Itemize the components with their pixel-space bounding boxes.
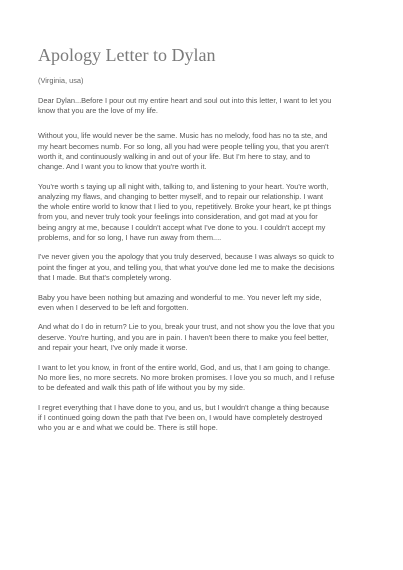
paragraph-amazing: Baby you have been nothing but amazing and wonderful to me. You never left my side, even when I deserved to be left and forgotten.: [38, 292, 322, 312]
letter-location: (Virginia, usa): [38, 76, 84, 85]
paragraph-without-you: Without you, life would never be the same. Music has no melody, food has no ta ste, and my heart becomes numb. For so long, all you had were people telling you, that you aren't worth it, and continuously walking in and out of your life. But I'm here to stay, and to change. And I want you to know that you're worth it.: [38, 131, 329, 172]
letter-title: Apology Letter to Dylan: [38, 45, 216, 65]
paragraph-going-to-change: I want to let you know, in front of the entire world, God, and us, that I am going to change. No more lies, no more secrets. No more broken promises. I love you so much, and I refuse to be defeated and walk this path of life without you by my side.: [38, 362, 335, 392]
paragraph-regret: I regret everything that I have done to you, and us, but I wouldn't change a thing because if I continued going down the path that I've been on, I would have completely destroyed who you ar e and what we could be. There is still hope.: [38, 402, 330, 433]
paragraph-youre-worth: You're worth s taying up all night with, talking to, and listening to your heart. You're worth, analyzing my flaws, and changing to better myself, and to repair our relationship. I want the whole entire world to know that I lied to you, repetitively. Broke your heart, ke pt things from you, and never truly took your feelings into consideration, and got mad at you for being angry at me, because I couldn't accept what I've done to you. I couldn't accept my problems, and for so long, I have run away from them....: [38, 181, 332, 242]
paragraph-never-apologized: I've never given you the apology that you truly deserved, because I was always so quick to point the finger at you, and telling you, that what you've done led me to make the decisions that I made. But that's completely wrong.: [38, 252, 335, 282]
paragraph-greeting: Dear Dylan...Before I pour out my entire heart and soul out into this letter, I want to let you know that you are the love of my life.: [38, 96, 332, 116]
paragraph-in-return: And what do I do in return? Lie to you, break your trust, and not show you the love that you deserve. You're hurting, and you are in pain. I haven't been there to make you feel better, and repair your heart, I've only made it worse.: [38, 322, 335, 352]
